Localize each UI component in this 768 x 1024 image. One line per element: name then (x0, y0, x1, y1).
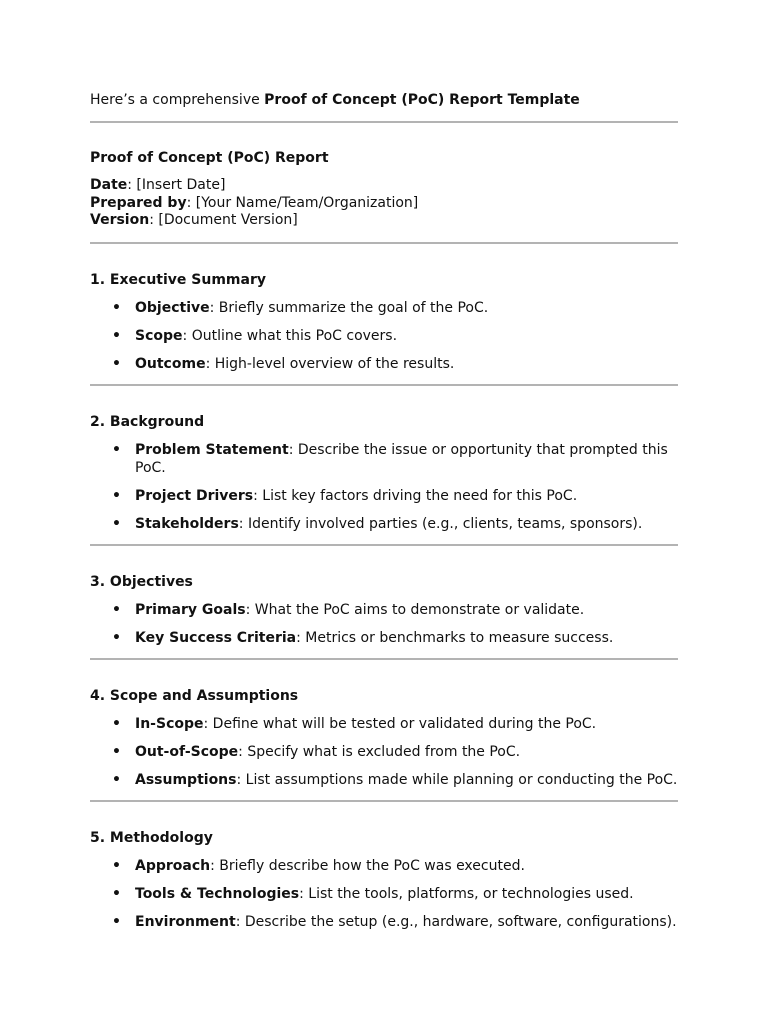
meta-value: : [Your Name/Team/Organization] (186, 194, 419, 211)
list-item (90, 857, 678, 875)
item-label: Stakeholders (135, 515, 239, 532)
bullet-icon: • (112, 771, 121, 788)
meta-prepared-by (90, 195, 678, 213)
item-text: : List the tools, platforms, or technologies used. (299, 885, 634, 902)
bullet-icon: • (112, 487, 121, 504)
list-item (90, 885, 678, 903)
meta-label: Date (90, 177, 128, 193)
item-label: In-Scope (135, 715, 204, 732)
intro-emphasis: Proof of Concept (PoC) Report Template (264, 92, 580, 108)
bullet-icon: • (112, 857, 121, 874)
section-title: 1. Executive Summary (90, 271, 266, 288)
item-text: : Describe the setup (e.g., hardware, software, configurations). (235, 913, 677, 930)
item-text: : List assumptions made while planning or conducting the PoC. (236, 771, 678, 788)
item-text: : Outline what this PoC covers. (182, 327, 398, 344)
item-label: Approach (135, 857, 211, 874)
divider (90, 121, 678, 123)
report-meta (90, 177, 678, 230)
report-title: Proof of Concept (PoC) Report (90, 150, 329, 166)
bullet-list (90, 715, 678, 789)
bullet-icon: • (112, 327, 121, 344)
divider (90, 242, 678, 244)
list-item (90, 913, 678, 931)
item-text: : What the PoC aims to demonstrate or validate. (245, 601, 585, 618)
item-label: Objective (135, 299, 210, 316)
item-label: Primary Goals (135, 601, 246, 618)
item-text: : List key factors driving the need for this PoC. (253, 487, 578, 504)
bullet-icon: • (112, 885, 121, 902)
bullet-icon: • (112, 715, 121, 732)
list-item (90, 629, 678, 647)
item-label: Assumptions (135, 771, 237, 788)
section-background (90, 413, 678, 533)
section-title: 4. Scope and Assumptions (90, 687, 299, 704)
meta-version (90, 212, 678, 230)
item-text: : Metrics or benchmarks to measure success. (296, 629, 614, 646)
section-title: 2. Background (90, 413, 205, 430)
list-item (90, 771, 678, 789)
item-label: Tools & Technologies (135, 885, 300, 902)
meta-label: Version (90, 212, 150, 228)
list-item (90, 441, 678, 477)
bullet-icon: • (112, 913, 121, 930)
list-item (90, 715, 678, 733)
section-scope-assumptions (90, 687, 678, 789)
bullet-icon: • (112, 601, 121, 618)
item-text: : Specify what is excluded from the PoC. (238, 743, 521, 760)
divider (90, 800, 678, 802)
bullet-list (90, 601, 678, 647)
item-label: Environment (135, 913, 236, 930)
item-text: : High-level overview of the results. (205, 355, 455, 372)
bullet-list (90, 441, 678, 533)
list-item (90, 327, 678, 345)
item-text: : Briefly summarize the goal of the PoC. (209, 299, 489, 316)
intro-line (90, 90, 678, 110)
section-methodology (90, 829, 678, 931)
divider (90, 544, 678, 546)
item-text: : Describe the issue or opportunity that prompted this PoC. (135, 441, 668, 476)
item-label: Problem Statement (135, 441, 289, 458)
list-item (90, 601, 678, 619)
bullet-icon: • (112, 743, 121, 760)
item-text: : Briefly describe how the PoC was executed. (210, 857, 525, 874)
intro-prefix: Here’s a comprehensive (90, 92, 265, 108)
list-item (90, 487, 678, 505)
bullet-list (90, 299, 678, 373)
item-text: : Identify involved parties (e.g., clients, teams, sponsors). (238, 515, 643, 532)
item-label: Project Drivers (135, 487, 254, 504)
document-content (90, 90, 678, 931)
list-item (90, 743, 678, 761)
item-label: Scope (135, 327, 183, 344)
bullet-icon: • (112, 629, 121, 646)
item-label: Key Success Criteria (135, 629, 297, 646)
meta-value: : [Document Version] (149, 212, 298, 228)
bullet-icon: • (112, 299, 121, 316)
section-title: 5. Methodology (90, 829, 213, 846)
item-text: : Define what will be tested or validated during the PoC. (203, 715, 597, 732)
bullet-icon: • (112, 355, 121, 372)
bullet-list (90, 857, 678, 931)
list-item (90, 355, 678, 373)
bullet-icon: • (112, 441, 121, 458)
meta-label: Prepared by (90, 194, 187, 211)
bullet-icon: • (112, 515, 121, 532)
item-label: Outcome (135, 355, 206, 372)
report-header (90, 149, 678, 230)
divider (90, 384, 678, 386)
item-label: Out-of-Scope (135, 743, 239, 760)
section-title: 3. Objectives (90, 573, 193, 590)
divider (90, 658, 678, 660)
list-item (90, 515, 678, 533)
list-item (90, 299, 678, 317)
section-objectives (90, 573, 678, 647)
meta-date (90, 177, 678, 195)
section-executive-summary (90, 271, 678, 373)
meta-value: : [Insert Date] (127, 177, 226, 193)
